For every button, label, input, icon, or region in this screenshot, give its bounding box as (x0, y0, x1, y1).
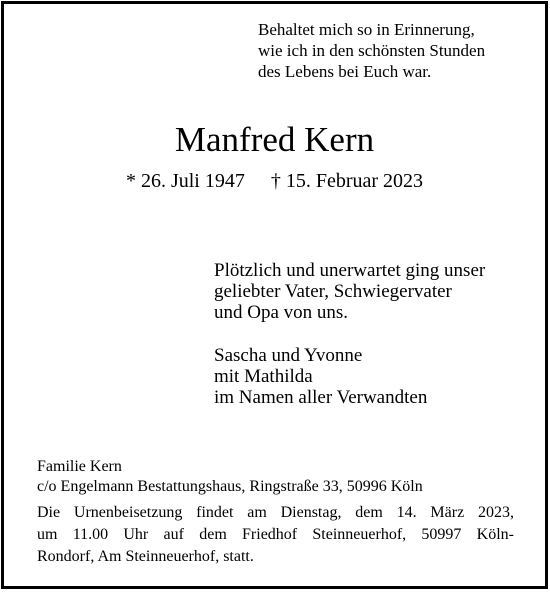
condolence-message (214, 260, 485, 323)
burial-service-info (37, 502, 514, 568)
deceased-name: Manfred Kern (174, 120, 375, 159)
message-line: Plötzlich und unerwartet ging unser (214, 260, 486, 281)
funeral-home-address: c/o Engelmann Bestattungshaus, Ringstraße 33, 50996 Köln (37, 478, 423, 495)
mourners-signature (214, 345, 427, 408)
family-name: Familie Kern (37, 458, 122, 475)
life-dates (4, 168, 545, 194)
birth-date: * 26. Juli 1947 (125, 170, 245, 192)
message-line: und Opa von uns. (214, 302, 349, 323)
signer-line: Sascha und Yvonne (214, 345, 363, 366)
obituary-notice (1, 1, 548, 589)
signer-line: mit Mathilda (214, 366, 313, 387)
service-line: um 11.00 Uhr auf dem Friedhof Steinneuerhof, 50997 Köln- (37, 526, 514, 543)
service-line: Rondorf, Am Steinneuerhof, statt. (37, 548, 254, 565)
motto-line: wie ich in den schönsten Stunden (258, 41, 486, 60)
motto-line: des Lebens bei Euch war. (258, 62, 432, 81)
contact-address (37, 457, 423, 497)
motto-line: Behaltet mich so in Erinnerung, (258, 20, 475, 39)
death-date: † 15. Februar 2023 (270, 170, 424, 192)
service-line: Die Urnenbeisetzung findet am Dienstag, dem 14. März 2023, (37, 504, 514, 521)
signer-line: im Namen aller Verwandten (214, 387, 428, 408)
motto-quote (258, 19, 485, 82)
message-line: geliebter Vater, Schwiegervater (214, 281, 452, 302)
